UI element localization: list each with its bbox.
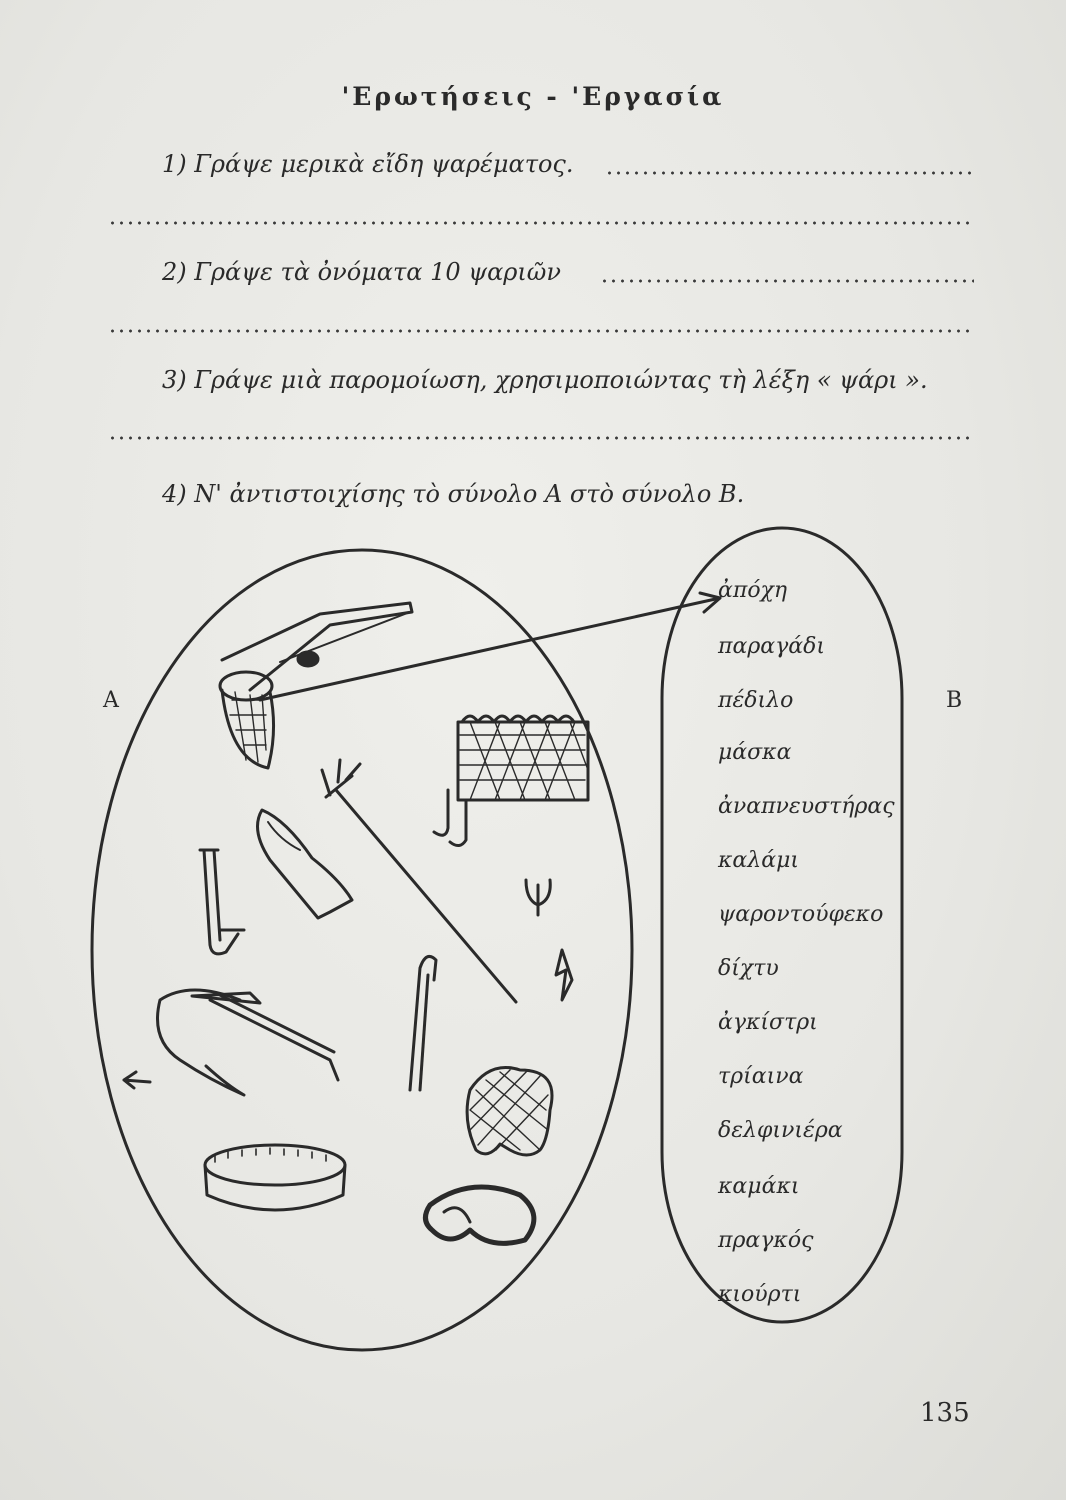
snorkel-icon [200,850,244,954]
set-b-item[interactable]: καλάμι [718,848,800,873]
gaff-hook-icon [410,956,436,1090]
fish-hook-icon [434,790,448,835]
set-b-label: Β [946,688,963,713]
set-a-ellipse [92,550,632,1350]
question-4: 4) Ν' ἀντιστοιχίσης τὸ σύνολο Α στὸ σύνολο Β. [162,480,745,508]
set-a-label: Α [103,688,119,713]
set-b-item[interactable]: παραγάδι [718,634,825,659]
tray-icon [205,1145,345,1210]
set-b-item[interactable]: ψαροντούφεκο [718,902,884,927]
set-b-item[interactable]: ἀναπνευστήρας [718,794,895,819]
set-b-item[interactable]: πραγκός [718,1228,814,1253]
set-b-item[interactable]: ἀγκίστρι [718,1010,818,1035]
set-b-item[interactable]: κιούρτι [718,1282,802,1307]
set-b-item[interactable]: δίχτυ [718,956,779,981]
basket-icon [467,1068,552,1156]
page-title: 'Ερωτήσεις - 'Εργασία [341,82,725,111]
set-b-item[interactable]: μάσκα [718,740,792,765]
trident-spear-icon [322,760,516,1002]
net-icon [220,603,412,768]
fishing-net-icon [450,716,588,846]
set-b-item[interactable]: καμάκι [718,1174,800,1199]
question-3: 3) Γράψε μιὰ παρομοίωση, χρησιμοποιώντας τὴ λέξη « ψάρι ». [162,366,928,394]
speargun-icon [124,990,338,1095]
fin-icon [258,810,353,918]
spear-tip-icon [526,880,572,1000]
diving-mask-icon [425,1187,533,1243]
set-b-item[interactable]: πέδιλο [718,688,794,713]
page-number: 135 [920,1398,970,1428]
question-2: 2) Γράψε τὰ ὀνόματα 10 ψαριῶν [162,258,561,286]
set-b-item[interactable]: τρίαινα [718,1064,804,1089]
question-1: 1) Γράψε μερικὰ εἴδη ψαρέματος. [162,150,574,178]
set-b-item[interactable]: ἀπόχη [718,578,788,603]
set-b-item[interactable]: δελφινιέρα [718,1118,843,1143]
